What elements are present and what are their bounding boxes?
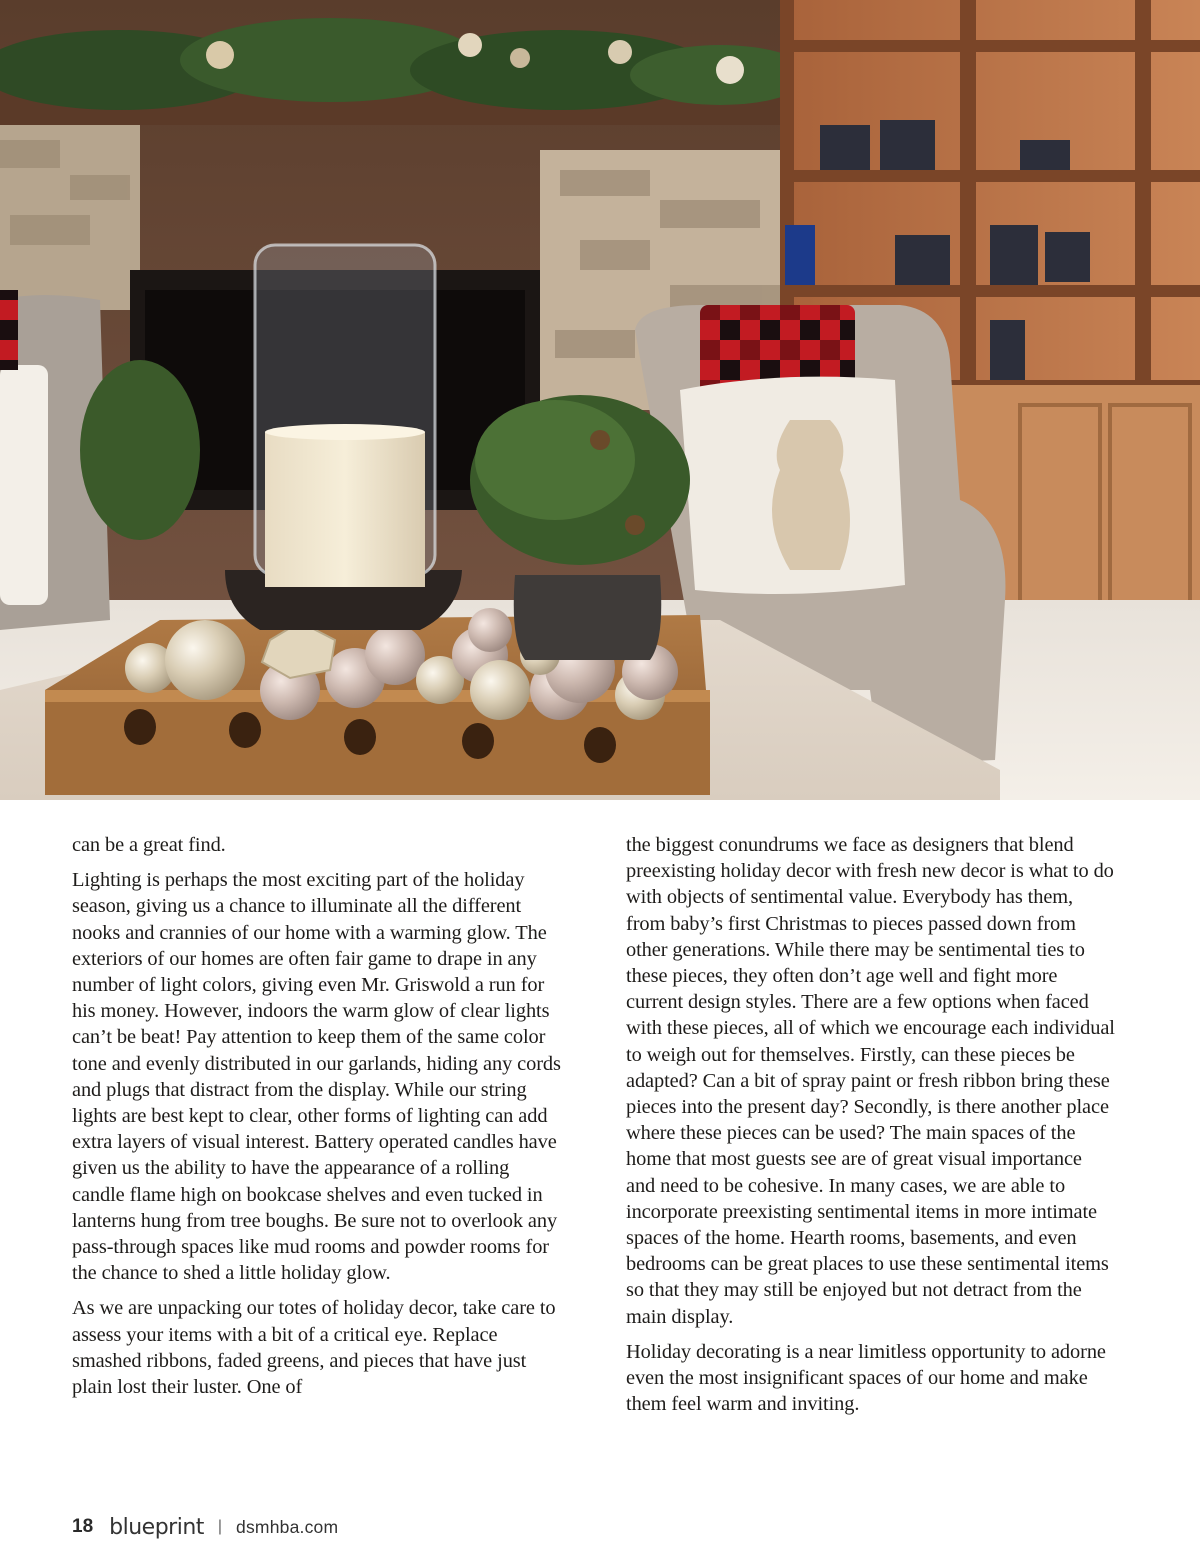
website-link[interactable]: dsmhba.com <box>236 1516 339 1537</box>
paragraph: the biggest conundrums we face as designers that blend preexisting holiday decor with fresh new decor is what to do with objects of sentimental value. Everybody has them, from baby’s first Christmas to pieces passed down from other generations. While there may be sentimental ties to these pieces, they often don’t age well and fight more current design styles. There are a few options when faced with these pieces, all of which we encourage each individual to weigh out for themselves. Firstly, can these pieces be adapted? Can a bit of spray paint or fresh ribbon bring these pieces into the present day? Secondly, is there another place where these pieces can be used? The main spaces of the home that most guests see are of great visual importance and need to be cohesive. In many cases, we are able to incorporate preexisting sentimental items in more intimate spaces of the home. Hearth rooms, basements, and even bedrooms can be great places to use these sentimental items so that they may still be enjoyed but not detract from the main display. <box>626 834 1115 1328</box>
paragraph: Lighting is perhaps the most exciting part of the holiday season, giving us a chance to illuminate all the different nooks and crannies of our home with a warming glow. The exteriors of our homes are often fair game to drape in any number of light colors, giving even Mr. Griswold a run for his money. However, indoors the warm glow of clear lights can’t be beat! Pay attention to keep them of the same color tone and evenly distributed in our garlands, hiding any cords and plugs that distract from the display. While our string lights are best kept to clear, other forms of lighting can add extra layers of visual interest. Battery operated candles have given us the ability to have the appearance of a rolling candle flame high on bookcase shelves and even tucked in lanterns hung from tree boughs. Be sure not to overlook any pass-through spaces like mud rooms and powder rooms for the chance to shed a little holiday glow. <box>72 869 561 1285</box>
page-footer <box>72 1512 338 1542</box>
footer-separator: | <box>217 1518 223 1535</box>
paragraph: can be a great find. <box>72 834 226 856</box>
blueprint-logo: blueprint <box>109 1514 204 1540</box>
article-right-column <box>626 832 1116 1426</box>
article-left-column <box>72 832 562 1409</box>
paragraph: Holiday decorating is a near limitless opportunity to adorne even the most insignificant spaces of our home and make them feel warm and inviting. <box>626 1340 1106 1416</box>
paragraph: As we are unpacking our totes of holiday decor, take care to assess your items with a bit of a critical eye. Replace smashed ribbons, faded greens, and pieces that have just plain lost their luster. One of <box>72 1297 556 1399</box>
page-number: 18 <box>72 1516 94 1537</box>
